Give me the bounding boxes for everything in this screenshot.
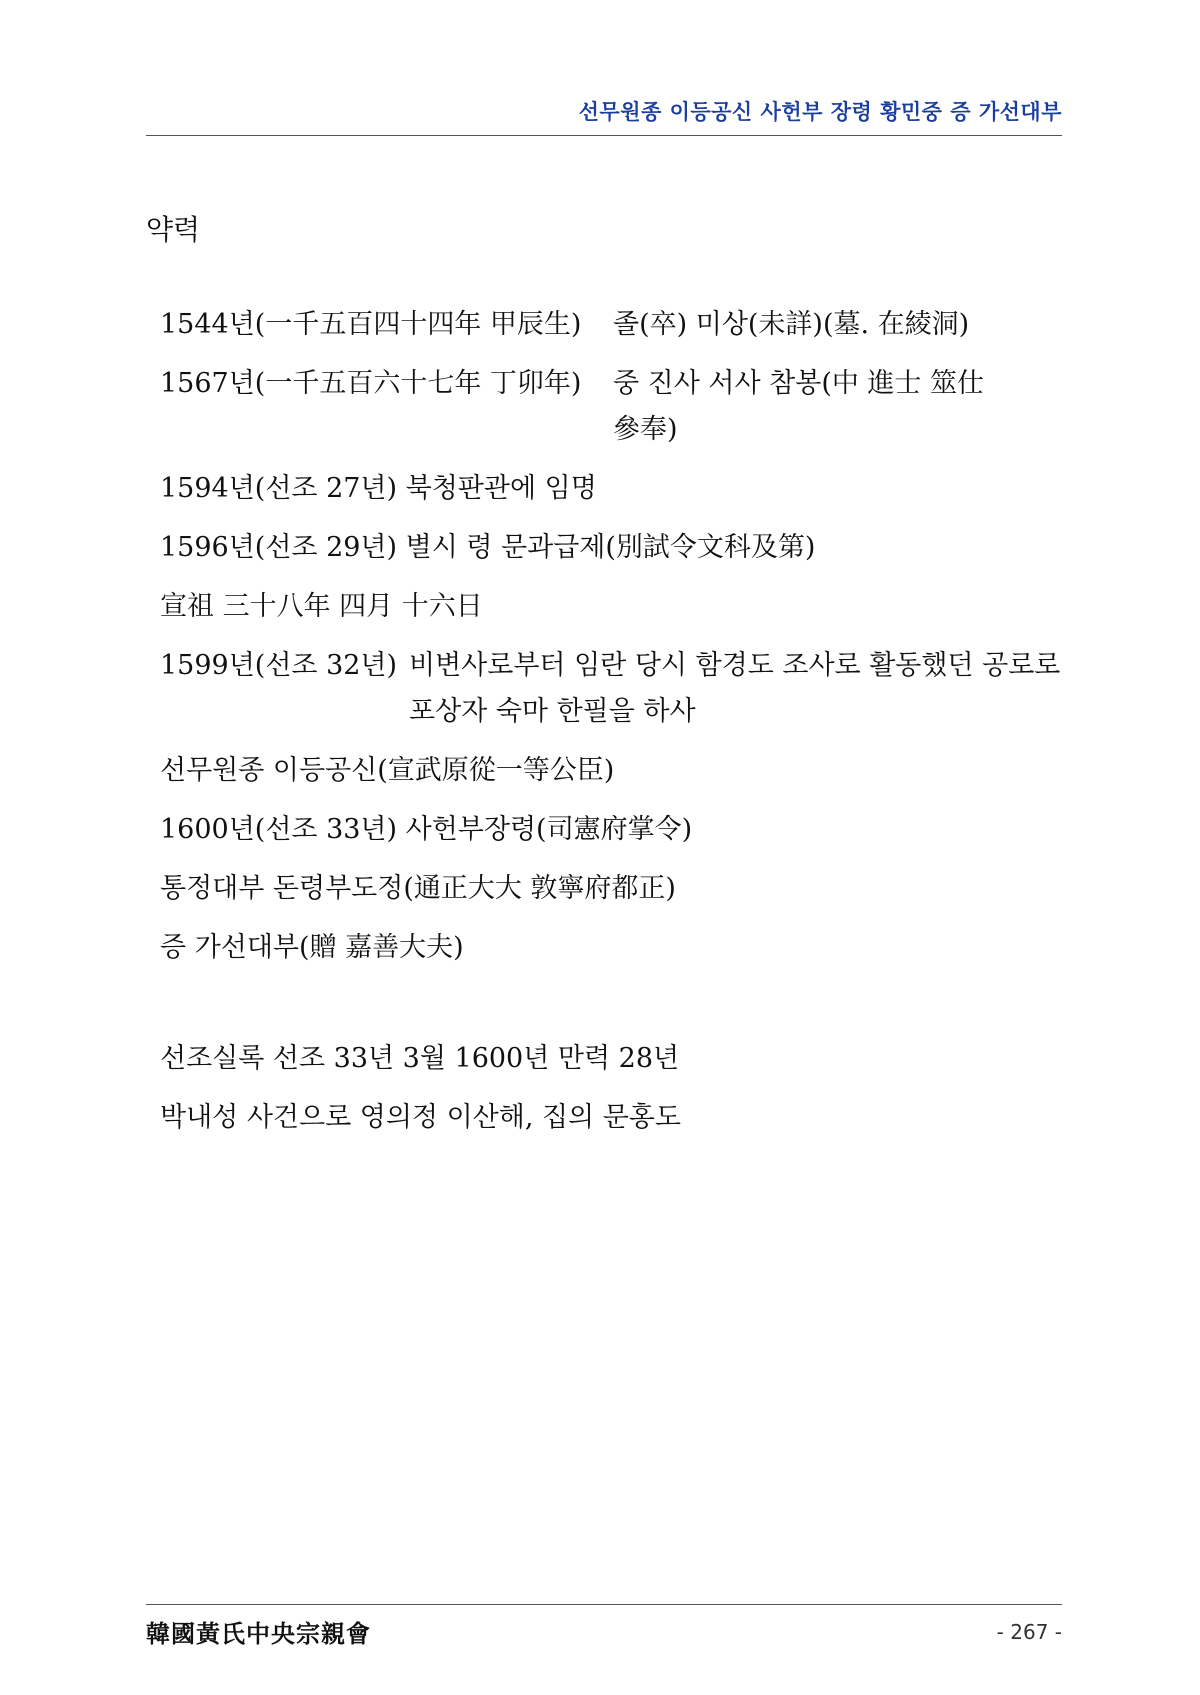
chronology-entry <box>160 302 1070 348</box>
entry-text: 1596년(선조 29년) 별시 령 문과급제(別試令文科及第) <box>160 532 816 563</box>
footer-divider <box>146 1604 1062 1605</box>
section-title: 약력 <box>146 213 201 246</box>
entry-text: 선무원종 이등공신(宣武原從一等公臣) <box>160 755 615 786</box>
annals-note <box>160 1036 1060 1154</box>
entry-text: 1600년(선조 33년) 사헌부장령(司憲府掌令) <box>160 814 693 845</box>
chronology-list <box>160 302 1070 984</box>
annals-line: 선조실록 선조 33년 3월 1600년 만력 28년 <box>160 1043 680 1074</box>
chronology-entry <box>160 748 1070 794</box>
chronology-entry <box>160 525 1070 571</box>
chronology-entry <box>160 925 1070 971</box>
entry-date: 1544년(一千五百四十四年 甲辰生) <box>160 309 582 340</box>
entry-text: 宣祖 三十八年 四月 十六日 <box>160 591 483 622</box>
chronology-entry <box>160 807 1070 853</box>
entry-text: 통정대부 돈령부도정(通正大大 敦寧府都正) <box>160 873 676 904</box>
entry-text: 1594년(선조 27년) 북청판관에 임명 <box>160 473 597 504</box>
chronology-entry <box>160 643 1070 735</box>
entry-description: 비변사로부터 임란 당시 함경도 조사로 활동했던 공로로 포상자 숙마 한필을 하사 <box>409 650 1061 727</box>
entry-description: 중 진사 서사 참봉(中 進士 筮仕 參奉) <box>613 368 985 445</box>
annals-line: 박내성 사건으로 영의정 이산해, 집의 문홍도 <box>160 1102 681 1133</box>
society-logo-text: 韓國黃氏中央宗親會 <box>146 1619 371 1648</box>
entry-date: 1599년(선조 32년) <box>160 650 398 681</box>
chronology-entry <box>160 866 1070 912</box>
header-divider <box>146 135 1062 136</box>
entry-date: 1567년(一千五百六十七年 丁卯年) <box>160 368 582 399</box>
page-number: - 267 - <box>996 1620 1062 1644</box>
chronology-entry <box>160 584 1070 630</box>
chronology-entry <box>160 466 1070 512</box>
running-header: 선무원종 이등공신 사헌부 장령 황민중 증 가선대부 <box>578 100 1062 124</box>
entry-description: 졸(卒) 미상(未詳)(墓. 在綾洞) <box>613 309 970 340</box>
entry-text: 증 가선대부(贈 嘉善大夫) <box>160 932 464 963</box>
chronology-entry <box>160 361 1070 453</box>
